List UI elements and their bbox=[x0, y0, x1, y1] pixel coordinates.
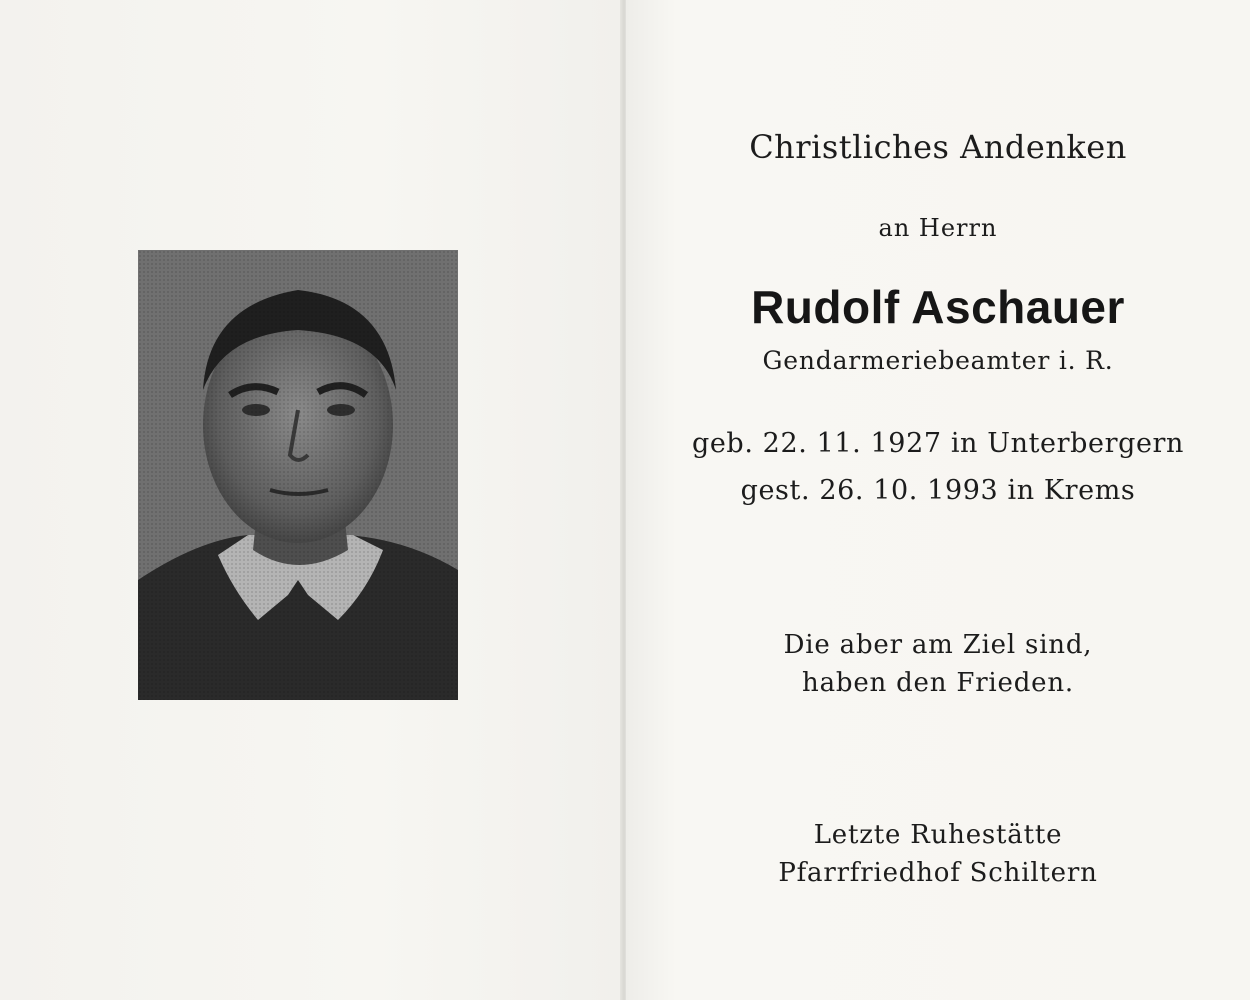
verse-line-1: Die aber am Ziel sind, bbox=[783, 630, 1093, 660]
halftone-overlay bbox=[138, 250, 458, 700]
deceased-name: Rudolf Aschauer bbox=[751, 281, 1125, 333]
death-line: gest. 26. 10. 1993 in Krems bbox=[740, 475, 1136, 506]
verse-line-2: haben den Frieden. bbox=[802, 668, 1074, 698]
card-left-panel bbox=[0, 0, 622, 1000]
salutation: an Herrn bbox=[878, 214, 998, 242]
profession: Gendarmeriebeamter i. R. bbox=[762, 346, 1114, 375]
card-heading: Christliches Andenken bbox=[749, 128, 1127, 166]
resting-place-label: Letzte Ruhestätte bbox=[813, 820, 1063, 850]
portrait-photo bbox=[138, 250, 458, 700]
resting-place-name: Pfarrfriedhof Schiltern bbox=[778, 858, 1098, 888]
birth-line: geb. 22. 11. 1927 in Unterbergern bbox=[691, 428, 1185, 459]
